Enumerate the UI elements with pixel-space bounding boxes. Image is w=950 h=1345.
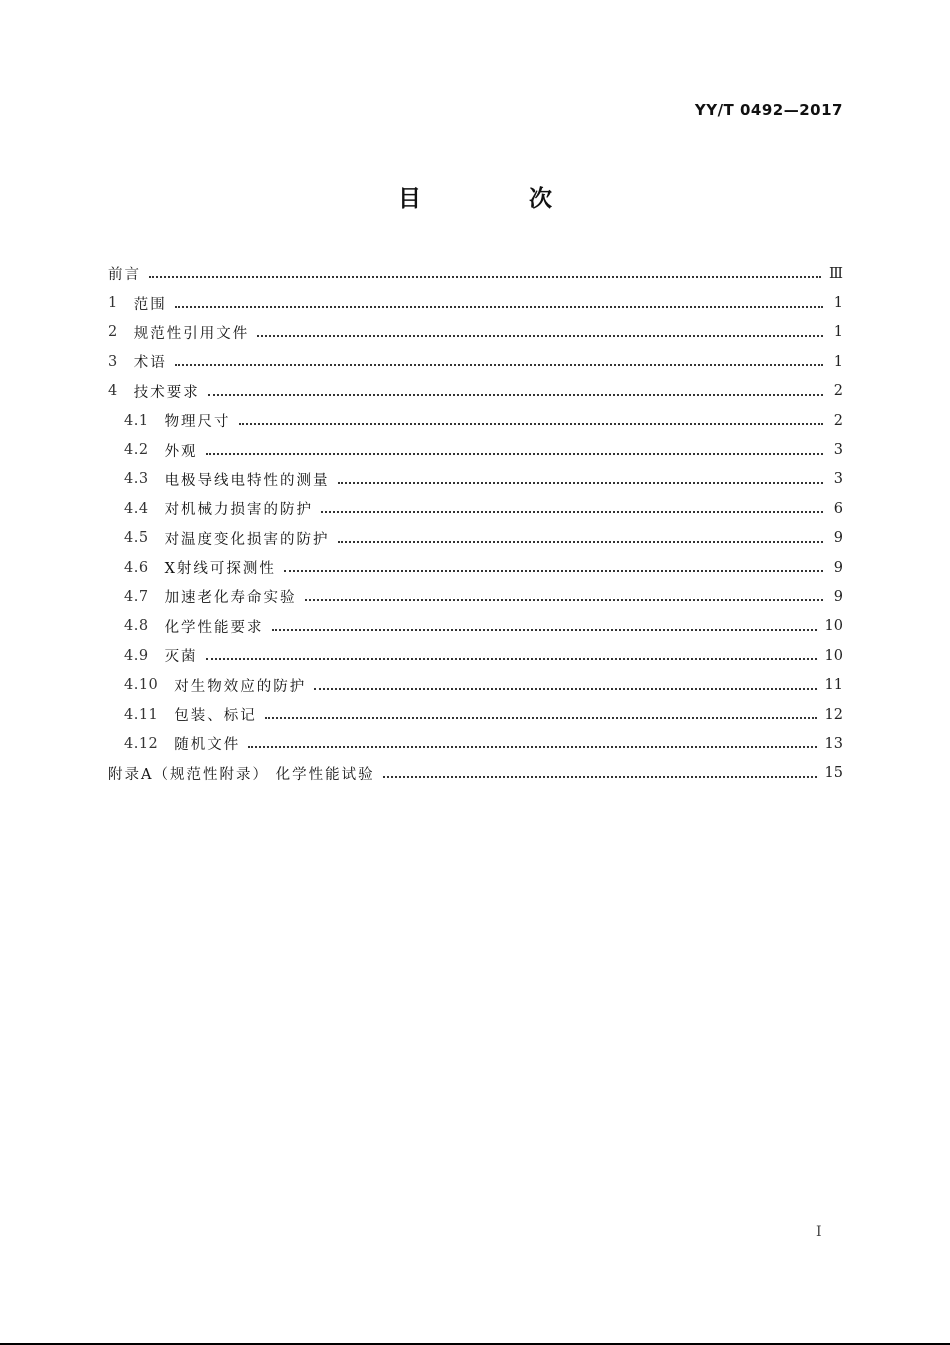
toc-entry-page: 12 — [824, 706, 843, 723]
toc-entry-number: 4.2 — [124, 442, 149, 459]
toc-entry-page: 9 — [833, 559, 843, 576]
toc-entry-label: X射线可探测性 — [164, 561, 276, 578]
standard-code: YY/T 0492—2017 — [694, 101, 843, 119]
toc-entry[interactable] — [108, 670, 843, 699]
toc-entry-label: 加速老化寿命实验 — [164, 590, 297, 607]
toc-entry[interactable] — [108, 582, 843, 611]
toc-entry-label: 附录A（规范性附录） 化学性能试验 — [108, 766, 375, 783]
toc-entry-page: Ⅲ — [829, 265, 843, 282]
toc-leader-dots — [239, 422, 823, 425]
toc-entry-number: 4.5 — [124, 530, 149, 547]
toc-entry-number: 4.10 — [124, 677, 159, 694]
toc-entry[interactable] — [108, 553, 843, 582]
toc-leader-dots — [206, 657, 817, 660]
toc-entry-page: 11 — [824, 677, 843, 694]
page-title: 目 次 — [397, 186, 602, 212]
toc-entry-label: 技术要求 — [133, 384, 200, 401]
toc-entry-label: 包装、标记 — [174, 708, 257, 725]
toc-entry-number: 3 — [108, 353, 118, 370]
toc-entry-page: 2 — [833, 383, 843, 400]
toc-entry-label: 术语 — [133, 355, 167, 372]
toc-entry[interactable] — [108, 700, 843, 729]
toc-leader-dots — [272, 628, 817, 631]
toc-entry-page: 1 — [833, 324, 843, 341]
toc-entry-number: 4.1 — [124, 412, 149, 429]
toc-leader-dots — [338, 540, 823, 543]
toc-entry[interactable] — [108, 494, 843, 523]
toc-entry[interactable] — [108, 435, 843, 464]
toc-entry-page: 6 — [833, 500, 843, 517]
toc-leader-dots — [206, 452, 823, 455]
toc-entry[interactable] — [108, 524, 843, 553]
table-of-contents — [108, 259, 843, 788]
toc-entry-label: 规范性引用文件 — [133, 325, 250, 342]
toc-entry-label: 化学性能要求 — [164, 619, 264, 636]
toc-entry[interactable] — [108, 288, 843, 317]
toc-entry-number: 2 — [108, 324, 118, 341]
toc-leader-dots — [284, 569, 823, 572]
toc-entry-label: 对温度变化损害的防护 — [164, 531, 330, 548]
toc-entry-page: 10 — [824, 618, 843, 635]
toc-entry-number: 4.6 — [124, 559, 149, 576]
toc-entry-page: 1 — [833, 353, 843, 370]
toc-entry-number: 4.9 — [124, 647, 149, 664]
toc-leader-dots — [175, 305, 823, 308]
toc-leader-dots — [149, 275, 821, 278]
toc-entry[interactable] — [108, 406, 843, 435]
toc-entry-page: 15 — [824, 765, 843, 782]
toc-entry-label: 随机文件 — [174, 737, 241, 754]
toc-entry[interactable] — [108, 465, 843, 494]
toc-entry-page: 3 — [833, 442, 843, 459]
toc-entry[interactable] — [108, 318, 843, 347]
toc-entry[interactable] — [108, 759, 843, 788]
toc-entry[interactable] — [108, 347, 843, 376]
toc-leader-dots — [321, 510, 823, 513]
toc-entry[interactable] — [108, 729, 843, 758]
toc-entry-number: 4.4 — [124, 500, 149, 517]
toc-entry-label: 外观 — [164, 443, 198, 460]
toc-entry-number: 4.7 — [124, 588, 149, 605]
toc-leader-dots — [383, 775, 817, 778]
toc-entry-page: 1 — [833, 295, 843, 312]
toc-entry-number: 1 — [108, 295, 118, 312]
toc-entry-page: 13 — [824, 735, 843, 752]
toc-entry-label: 对生物效应的防护 — [174, 678, 307, 695]
toc-entry[interactable] — [108, 641, 843, 670]
toc-entry-number: 4.3 — [124, 471, 149, 488]
toc-leader-dots — [257, 334, 823, 337]
toc-entry-label: 物理尺寸 — [164, 414, 231, 431]
page-number: I — [816, 1224, 822, 1240]
toc-entry-number: 4.12 — [124, 735, 159, 752]
toc-entry[interactable] — [108, 612, 843, 641]
toc-entry-number: 4.11 — [124, 706, 159, 723]
toc-entry-label: 前言 — [108, 267, 141, 284]
toc-entry[interactable] — [108, 259, 843, 288]
toc-leader-dots — [314, 687, 816, 690]
toc-entry-label: 灭菌 — [164, 649, 198, 666]
toc-leader-dots — [175, 363, 823, 366]
toc-leader-dots — [265, 716, 817, 719]
toc-entry[interactable] — [108, 377, 843, 406]
toc-entry-number: 4.8 — [124, 618, 149, 635]
toc-leader-dots — [305, 598, 823, 601]
toc-entry-page: 9 — [833, 530, 843, 547]
toc-entry-page: 10 — [824, 647, 843, 664]
toc-entry-label: 对机械力损害的防护 — [164, 502, 314, 519]
toc-entry-label: 电极导线电特性的测量 — [164, 472, 330, 489]
toc-entry-page: 3 — [833, 471, 843, 488]
toc-entry-page: 2 — [833, 412, 843, 429]
toc-entry-number: 4 — [108, 383, 118, 400]
toc-leader-dots — [208, 393, 823, 396]
toc-entry-page: 9 — [833, 588, 843, 605]
toc-leader-dots — [338, 481, 823, 484]
toc-entry-label: 范围 — [133, 296, 167, 313]
toc-leader-dots — [248, 745, 816, 748]
